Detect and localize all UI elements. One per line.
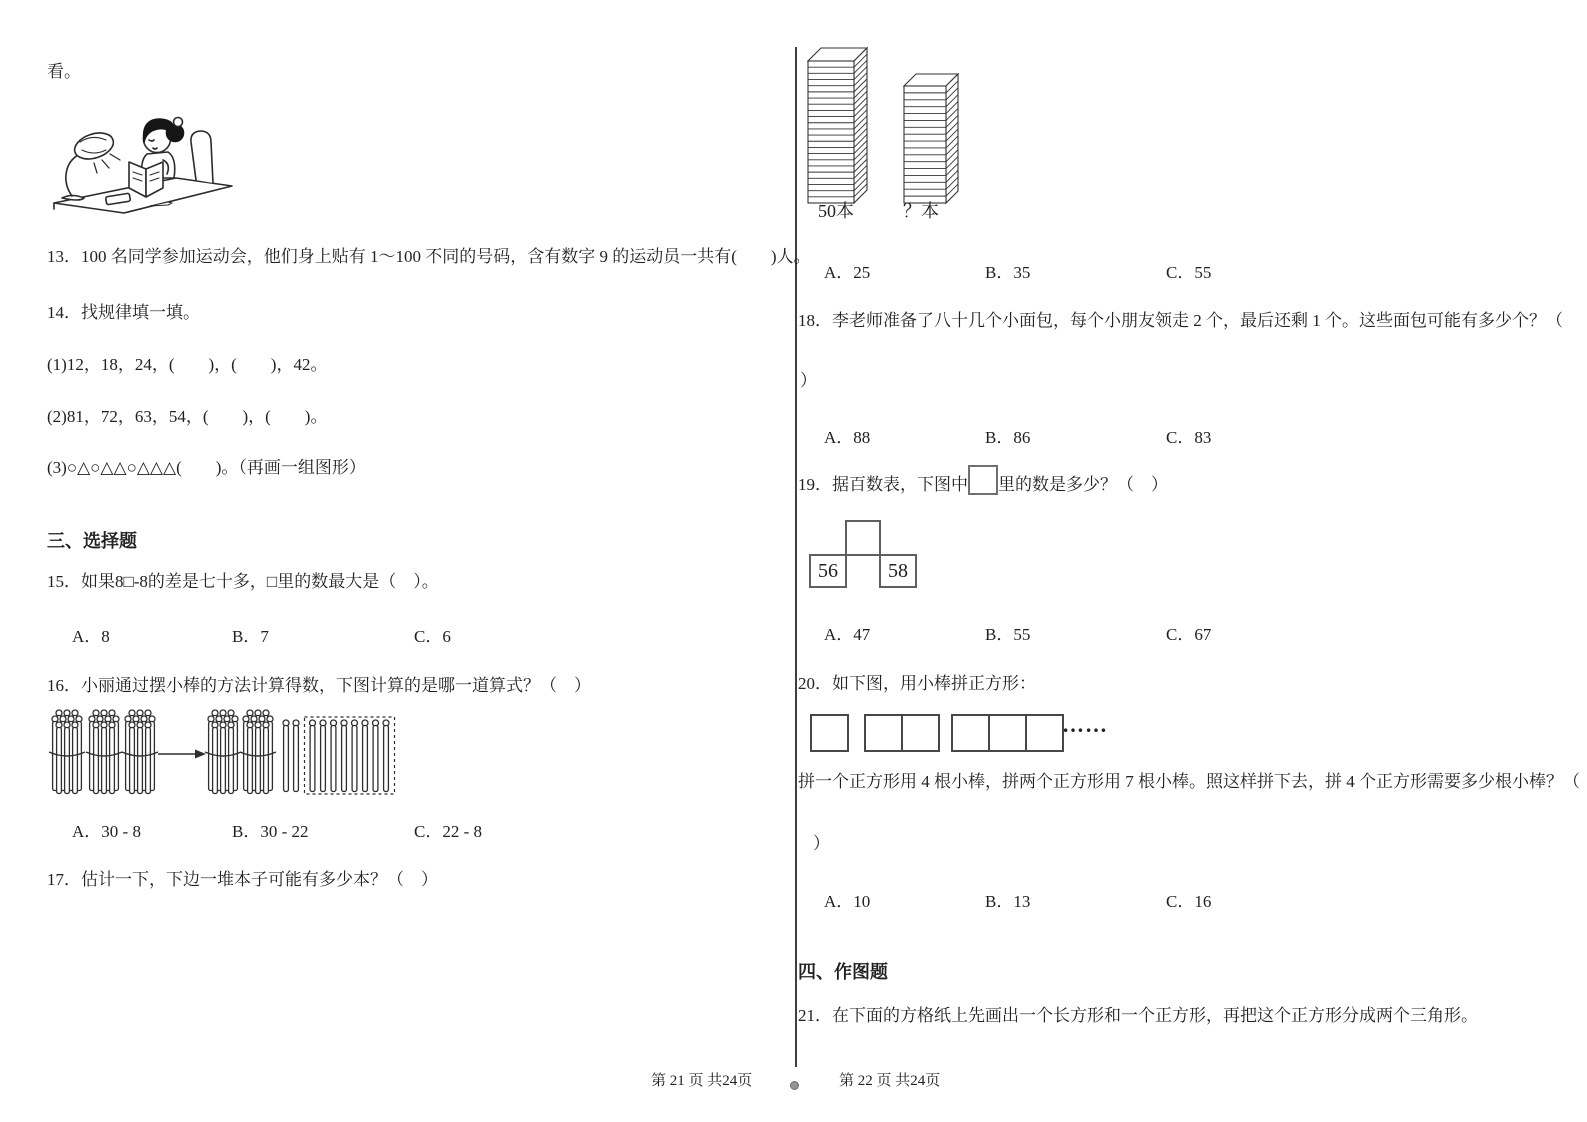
column-divider	[795, 47, 797, 1067]
q16-option-b: B．30 - 22	[232, 822, 309, 841]
question-14-item-1: (1)12，18，24，( )，( )，42。	[47, 355, 328, 374]
q20-option-c: C．16	[1166, 892, 1212, 911]
q19-option-b: B．55	[985, 625, 1031, 644]
book-stack-label-unknown: ？本	[903, 201, 939, 221]
section-heading-choice: 三、选择题	[47, 531, 137, 551]
q19-option-c: C．67	[1166, 625, 1212, 644]
book-stack-label-50: 50本	[818, 201, 854, 221]
question-14-item-2: (2)81，72，63，54，( )，( )。	[47, 407, 328, 426]
footer-page-left: 第 21 页 共24页	[651, 1073, 753, 1089]
q20-square-group-1	[810, 714, 849, 752]
footer-page-right: 第 22 页 共24页	[839, 1073, 941, 1089]
q17-option-c: C．55	[1166, 263, 1212, 282]
question-17-stem: 17．估计一下，下边一堆本子可能有多少本？（ ）	[47, 870, 438, 889]
sticks-figure	[48, 702, 400, 802]
q19-stem-pre: 19．据百数表，下图中	[798, 475, 968, 494]
square-cell	[864, 714, 903, 752]
square-cell	[1025, 714, 1064, 752]
q19-option-a: A．47	[824, 625, 871, 644]
question-18-close-paren: ）	[800, 371, 817, 390]
q20-square-group-3	[951, 714, 1064, 752]
girl-reading-illustration	[50, 100, 235, 215]
section-heading-drawing: 四、作图题	[798, 962, 888, 982]
q18-option-b: B．86	[985, 428, 1031, 447]
question-18-stem: 18．李老师准备了八十几个小面包，每个小朋友领走 2 个，最后还剩 1 个。这些面包可能有多少个？（	[798, 311, 1563, 330]
q17-option-a: A．25	[824, 263, 871, 282]
question-13-stem: 13．100 名同学参加运动会，他们身上贴有 1～100 不同的号码，含有数字 9 的运动员一共有( )人。	[47, 247, 811, 266]
q18-option-a: A．88	[824, 428, 871, 447]
q18-option-c: C．83	[1166, 428, 1212, 447]
square-cell	[901, 714, 940, 752]
q19-cell-58: 58	[879, 554, 917, 588]
q17-option-b: B．35	[985, 263, 1031, 282]
q19-top-empty-box	[845, 520, 881, 556]
question-20-body: 拼一个正方形用 4 根小棒，拼两个正方形用 7 根小棒。照这样拼下去，拼 4 个正方形需要多少根小棒？（	[798, 772, 1580, 791]
footer-divider-dot	[790, 1081, 799, 1090]
q16-option-c: C．22 - 8	[414, 822, 482, 841]
question-14-stem: 14．找规律填一填。	[47, 303, 200, 322]
question-21-stem: 21．在下面的方格纸上先画出一个长方形和一个正方形，再把这个正方形分成两个三角形。	[798, 1006, 1478, 1025]
q20-square-group-2	[864, 714, 940, 752]
q19-inline-empty-box	[968, 465, 998, 495]
square-cell	[988, 714, 1027, 752]
q20-ellipsis-dots: ……	[1062, 712, 1108, 737]
q19-stem-post: 里的数是多少？（ ）	[998, 475, 1168, 494]
square-cell	[810, 714, 849, 752]
book-stacks-figure	[800, 45, 965, 205]
question-14-item-3: (3)○△○△△○△△△( )。（再画一组图形）	[47, 458, 366, 477]
q20-option-a: A．10	[824, 892, 871, 911]
q20-option-b: B．13	[985, 892, 1031, 911]
question-19-stem	[798, 465, 1168, 495]
q15-option-a: A．8	[72, 627, 110, 646]
question-15-stem: 15．如果8□-8的差是七十多，□里的数最大是（ ）。	[47, 572, 439, 591]
q15-option-b: B．7	[232, 627, 269, 646]
question-20-stem: 20．如下图，用小棒拼正方形：	[798, 674, 1036, 693]
q15-option-c: C．6	[414, 627, 451, 646]
q19-cell-56: 56	[809, 554, 847, 588]
question-20-close-paren: ）	[813, 834, 830, 853]
square-cell	[951, 714, 990, 752]
question-16-stem: 16．小丽通过摆小棒的方法计算得数，下图计算的是哪一道算式？（ ）	[47, 676, 591, 695]
q16-option-a: A．30 - 8	[72, 822, 141, 841]
intro-tail-text: 看。	[47, 62, 81, 81]
